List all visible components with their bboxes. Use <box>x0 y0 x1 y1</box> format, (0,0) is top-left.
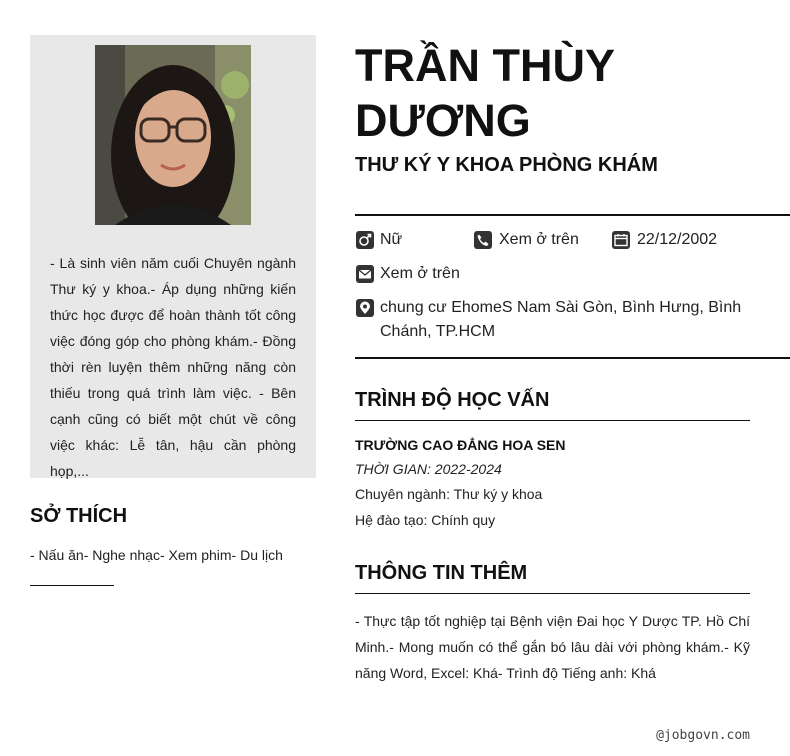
watermark: @jobgovn.com <box>656 728 750 743</box>
envelope-icon <box>356 265 374 283</box>
phone-icon <box>474 231 492 249</box>
contact-top-divider <box>355 214 790 216</box>
gender-value: Nữ <box>380 231 403 248</box>
gender-icon <box>356 231 374 249</box>
education-divider <box>355 420 750 421</box>
contact-bottom-divider <box>355 357 790 359</box>
education-school: TRƯỜNG CAO ĐẲNG HOA SEN <box>355 437 566 453</box>
profile-summary: - Là sinh viên năm cuối Chuyên ngành Thư ký y khoa.- Áp dụng những kiến thức học được để hoàn thành tốt công việc đóng góp cho phòng khám.- Đồng thời rèn luyện thêm những năng còn thiếu trong quá trình làm việc. - Bên cạnh cũng có biết một chút về công việc khác: Lễ tân, hậu cần phòng họp,... <box>50 255 296 479</box>
birthday-value: 22/12/2002 <box>637 231 718 248</box>
phone-value: Xem ở trên <box>499 231 579 248</box>
education-time: THỜI GIAN: 2022-2024 <box>355 461 502 477</box>
hobbies-divider <box>30 585 114 586</box>
candidate-name: TRẦN THÙY DƯƠNG <box>355 40 615 146</box>
education-type: Hệ đào tạo: Chính quy <box>355 512 496 528</box>
email-value: Xem ở trên <box>380 265 460 282</box>
profile-sidebar <box>30 35 316 478</box>
education-title: TRÌNH ĐỘ HỌC VẤN <box>355 389 550 411</box>
more-info-divider <box>355 593 750 594</box>
education-major: Chuyên ngành: Thư ký y khoa <box>355 486 543 502</box>
more-info-title: THÔNG TIN THÊM <box>355 562 528 584</box>
address-value: chung cư EhomeS Nam Sài Gòn, Bình Hưng, Bình Chánh, TP.HCM <box>380 299 742 340</box>
hobbies-text: - Nấu ăn- Nghe nhạc- Xem phim- Du lịch <box>30 547 283 563</box>
job-title: THƯ KÝ Y KHOA PHÒNG KHÁM <box>355 154 658 176</box>
profile-photo <box>95 45 251 225</box>
more-info-text: - Thực tập tốt nghiệp tại Bệnh viện Đai học Y Dược TP. Hồ Chí Minh.- Mong muốn có thể gắn bó lâu dài với phòng khám.- Kỹ năng Word, Excel: Khá- Trình độ Tiếng anh: Khá <box>355 613 750 681</box>
hobbies-title: SỞ THÍCH <box>30 505 128 527</box>
calendar-icon <box>612 231 630 249</box>
location-pin-icon <box>356 299 374 317</box>
